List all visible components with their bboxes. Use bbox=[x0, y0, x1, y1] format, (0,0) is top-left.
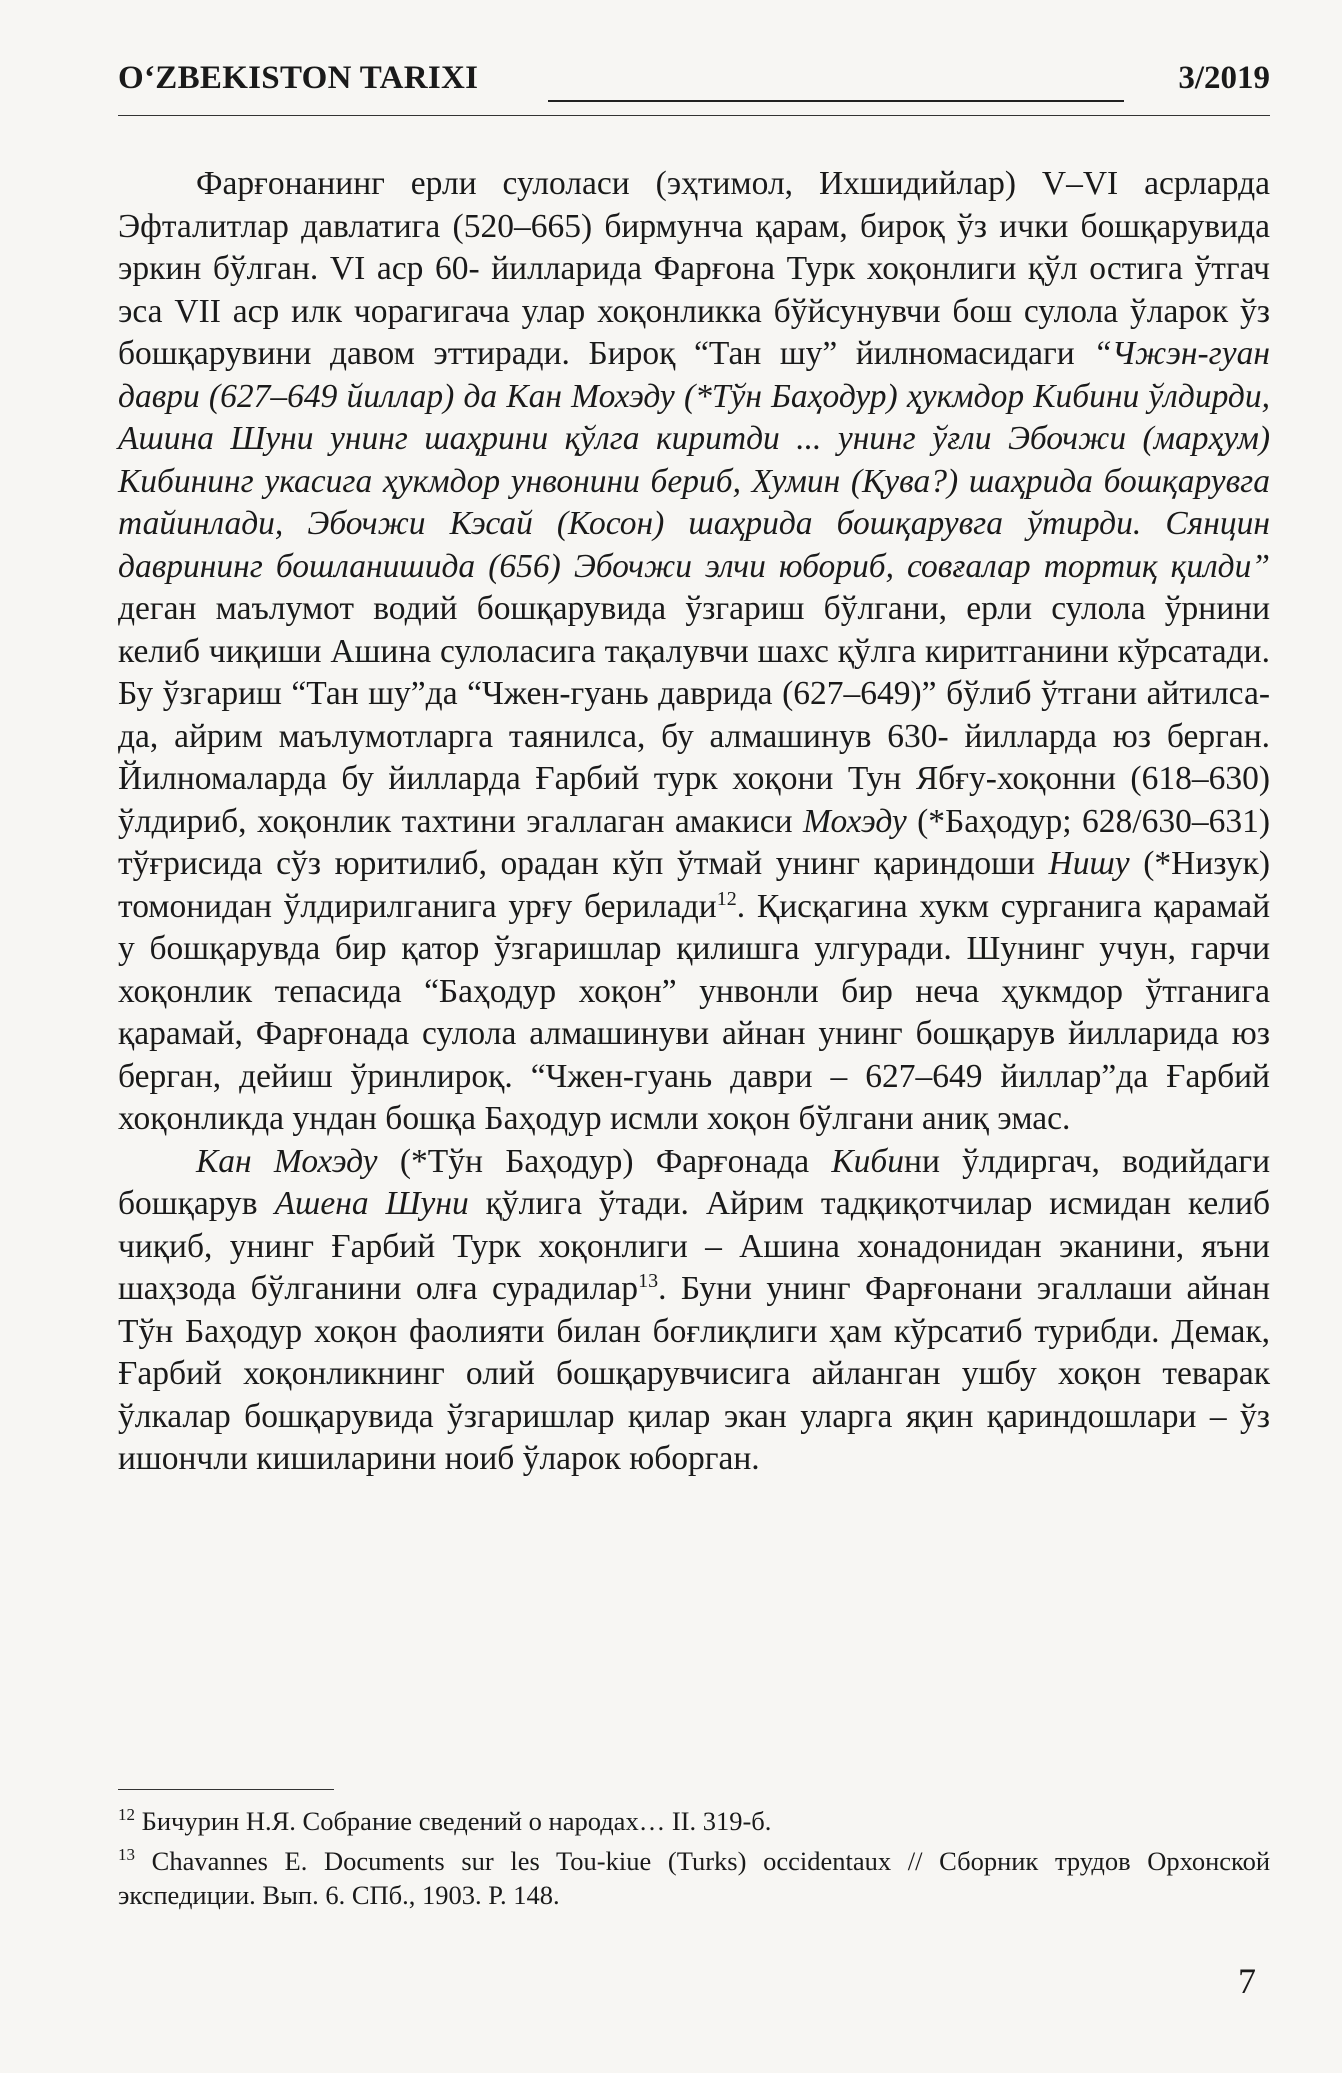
footnote-text: Бичурин Н.Я. Собрание сведений о народах… II. 319-б. bbox=[141, 1806, 772, 1836]
footnote bbox=[118, 1804, 1270, 1838]
person-name: Мохэду bbox=[803, 802, 907, 840]
text-run: (*Низук) томонидан ўлдирилганига урғу берилади bbox=[118, 845, 1270, 925]
paragraph bbox=[118, 163, 1270, 1141]
text-run: . Қисқагина хукм сурганига қарамай у бошқарувда бир қатор ўзгаришлар қилишга улгуради. Шунинг учун, гарчи хоқонлик тепасида “Баҳодур хоқон” унвонли бир неча ҳукмдор ўтганига қарамай, Фарғонада сулола алмашинуви айнан унинг бошқарув йилларида юз берган, дейиш ўринлироқ. “Чжен-гуань даври – 627–649 йиллар”да Ғарбий хоқонликда ундан бошқа Баҳодур исмли хоқон бўлгани аниқ эмас. bbox=[118, 887, 1271, 1137]
footnote-ref: 12 bbox=[716, 887, 737, 910]
footnote-separator bbox=[118, 1789, 334, 1790]
journal-title: O‘ZBEKISTON TARIXI bbox=[118, 60, 479, 96]
running-header bbox=[118, 60, 1270, 120]
person-name: Нишу bbox=[1048, 845, 1130, 882]
header-divider bbox=[118, 115, 1270, 116]
paragraph bbox=[118, 1141, 1270, 1481]
footnote-number: 13 bbox=[118, 1845, 135, 1865]
person-name: Ашена Шуни bbox=[274, 1185, 469, 1222]
person-name: Кан Мохэду bbox=[196, 1142, 378, 1180]
page-number: 7 bbox=[1238, 1961, 1256, 2001]
person-name: Киби bbox=[831, 1142, 905, 1180]
text-run: деган маълумот водий бошқарувида ўзгариш бўлгани, ерли сулола ўрнини келиб чиқиши Ашина сулоласига тақалувчи шахс қўлга киритганини кўрсатади. Бу ўзгариш “Тан шу”да “Чжен-гуань даврида (627–649)” бўлиб ўтгани айтилса-да, айрим маълумотларга таянилса, бу алмашинув 630- йилларда юз берган. Йилномаларда бу йилларда Ғарбий турк хоқони Тун Ябғу-хоқонни (618–630) ўлдириб, хоқонлик тахтини эгаллаган амакиси bbox=[118, 590, 1270, 840]
chronicle-quote: “Чжэн-гуан даври (627–649 йиллар) да Кан Мохэду (*Тўн Баҳодур) ҳукмдор Кибини ўлдирди, Ашина Шуни унинг шаҳрини қўлга киритди ... унинг ўғли Эбочжи (марҳум) Кибининг укасига ҳукмдор унвонини бериб, Хумин (Қува?) шаҳрида бошқарувга тайинлади, Эбочжи Кэсай (Косон) шаҳрида бошқарувга ўтирди. Сянцин даврининг бошланишида (656) Эбочжи элчи юбориб, совғалар тортиқ қилди” bbox=[118, 335, 1270, 585]
footnote bbox=[118, 1844, 1270, 1912]
text-run: Фарғонанинг ерли сулоласи (эҳтимол, Ихшидийлар) V–VI асрларда Эфталитлар давлатига (520–665) бирмунча қарам, бироқ ўз ички бошқарувида эркин бўлган. VI аср 60- йилларида Фарғона Турк хоқонлиги қўл остига ўтгач эса VII аср илк чорагигача улар хоқонликка бўйсунувчи бош сулола ўларок ўз бошқарувини давом эттиради. Бироқ “Тан шу” йилномасидаги bbox=[118, 165, 1270, 372]
issue-number: 3/2019 bbox=[1178, 60, 1270, 96]
text-run: (*Тўн Баҳодур) Фарғонада bbox=[377, 1142, 832, 1180]
article-body bbox=[118, 163, 1270, 1481]
text-run: қўлига ўтади. Айрим тадқиқотчилар исмидан келиб чиқиб, унинг Ғарбий Турк хоқонлиги – Ашина хонадонидан эканини, яъни шаҳзода бўлганини олға сурадилар bbox=[118, 1185, 1270, 1307]
text-run: . Буни унинг Фарғонани эгаллаши айнан Тўн Баҳодур хоқон фаолияти билан боғлиқлиги ҳам кўрсатиб турибди. Демак, Ғарбий хоқонликнинг олий бошқарувчисига айланган ушбу хоқон теварак ўлкалар бошқарувида ўзгаришлар қилар экан уларга яқин қариндошлари – ўз ишончли кишиларини ноиб ўларок юборган. bbox=[118, 1270, 1270, 1477]
footnote-number: 12 bbox=[118, 1805, 135, 1825]
text-run: (*Баҳодур; 628/630–631) тўғрисида сўз юритилиб, орадан кўп ўтмай унинг қариндоши bbox=[118, 802, 1270, 882]
footnote-ref: 13 bbox=[638, 1269, 659, 1292]
footnote-text: Chavannes E. Documents sur les Tou-kiue (Turks) occidentaux // Сборник трудов Орхонской экспедиции. Вып. 6. СПб., 1903. P. 148. bbox=[118, 1846, 1271, 1910]
footnotes bbox=[118, 1804, 1270, 1918]
header-rule bbox=[548, 100, 1124, 102]
text-run: ни ўлдиргач, водийдаги бошқарув bbox=[118, 1142, 1270, 1222]
